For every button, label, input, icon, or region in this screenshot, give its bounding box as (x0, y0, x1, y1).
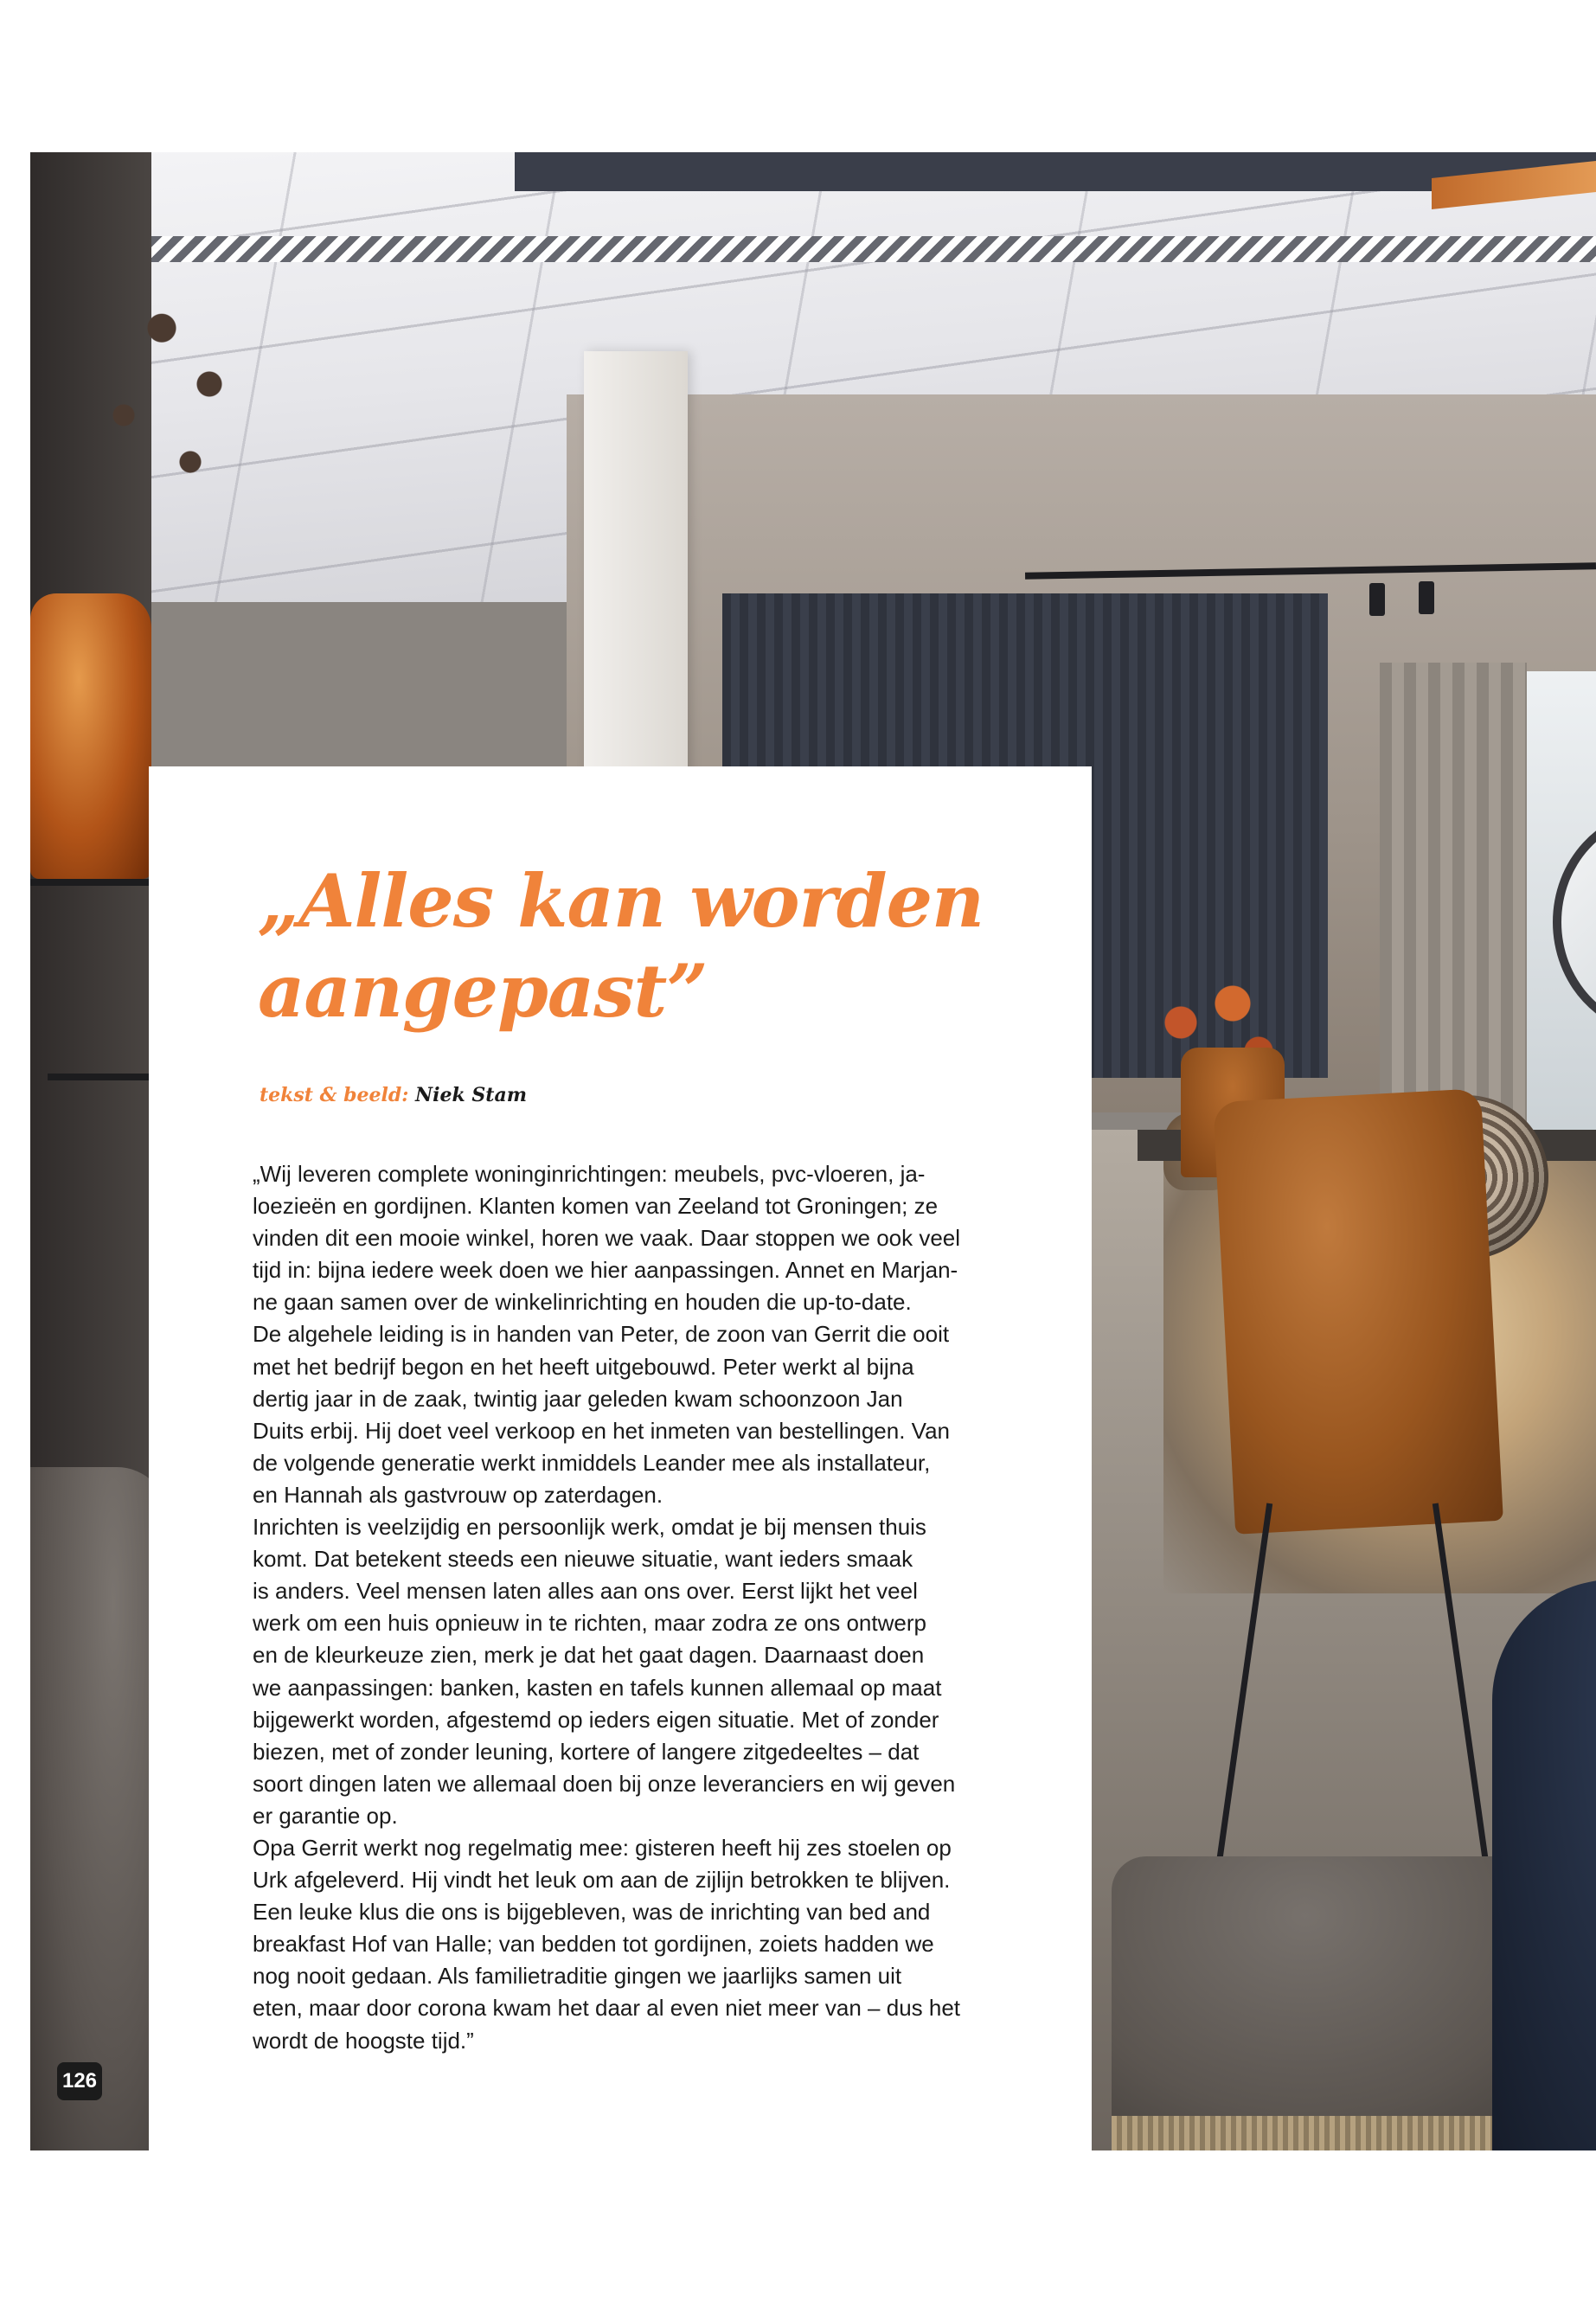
shelf (30, 879, 151, 886)
body-line: eten, maar door corona kwam het daar al even niet meer van – dus het (253, 1995, 961, 2022)
dried-branches (48, 291, 238, 602)
article-body (253, 1158, 1031, 2057)
body-line: nog nooit gedaan. Als familietraditie gingen we jaarlijks samen uit (253, 1963, 902, 1990)
body-line: we aanpassingen: banken, kasten en tafels kunnen allemaal op maat (253, 1674, 942, 1701)
body-line: er garantie op. (253, 1802, 398, 1829)
headline-line: „Alles kan worden (258, 858, 984, 944)
side-table (48, 1074, 151, 1080)
body-line: Duits erbij. Hij doet veel verkoop en het inmeten van bestellingen. Van (253, 1417, 950, 1444)
body-line: De algehele leiding is in handen van Peter, de zoon van Gerrit die ooit (253, 1321, 950, 1348)
curtain (1380, 663, 1527, 1130)
headline-line: aangepast” (258, 948, 708, 1034)
orange-chair (1213, 1088, 1503, 1535)
body-line: Opa Gerrit werkt nog regelmatig mee: gisteren heeft hij zes stoelen op (253, 1834, 952, 1861)
body-line: soort dingen laten we allemaal doen bij onze leveranciers en wij geven (253, 1770, 956, 1797)
body-line: is anders. Veel mensen laten alles aan ons over. Eerst lijkt het veel (253, 1578, 918, 1605)
body-line: en Hannah als gastvrouw op zaterdagen. (253, 1481, 663, 1508)
body-line: biezen, met of zonder leuning, kortere of langere zitgedeeltes – dat (253, 1738, 920, 1765)
page-number: 126 (57, 2062, 102, 2100)
body-line: werk om een huis opnieuw in te richten, maar zodra ze ons ontwerp (253, 1610, 926, 1637)
byline-author: Niek Stam (415, 1084, 527, 1106)
body-line: en de kleurkeuze zien, merk je dat het gaat dagen. Daarnaast doen (253, 1642, 925, 1669)
body-line: de volgende generatie werkt inmiddels Leander mee als installateur, (253, 1449, 931, 1476)
body-line: Urk afgeleverd. Hij vindt het leuk om aan de zijlijn betrokken te blijven. (253, 1867, 951, 1894)
decorative-stripe-band (30, 236, 1596, 262)
body-line: ne gaan samen over de winkelinrichting en houden die up-to-date. (253, 1289, 912, 1316)
spotlight (1369, 583, 1385, 616)
body-line: tijd in: bijna iedere week doen we hier aanpassingen. Annet en Marjan- (253, 1257, 958, 1284)
body-line: loezieën en gordijnen. Klanten komen van Zeeland tot Groningen; ze (253, 1193, 939, 1220)
body-line: dertig jaar in de zaak, twintig jaar geleden kwam schoonzoon Jan (253, 1385, 903, 1412)
spotlight (1419, 581, 1434, 614)
left-sofa (30, 1467, 169, 2150)
body-line: Inrichten is veelzijdig en persoonlijk werk, omdat je bij mensen thuis (253, 1514, 926, 1541)
person-seated (1492, 1580, 1596, 2150)
body-line: komt. Dat betekent steeds een nieuwe situatie, want ieders smaak (253, 1546, 913, 1573)
body-line: breakfast Hof van Halle; van bedden tot gordijnen, zoiets hadden we (253, 1931, 934, 1958)
body-line: met het bedrijf begon en het heeft uitgebouwd. Peter werkt al bijna (253, 1353, 914, 1380)
orange-vase (30, 593, 151, 879)
byline-label: tekst & beeld: (260, 1084, 409, 1106)
body-line: „Wij leveren complete woninginrichtingen: meubels, pvc-vloeren, ja- (253, 1161, 926, 1187)
byline (260, 1082, 527, 1108)
article-headline (258, 856, 1036, 1036)
body-line: bijgewerkt worden, afgestemd op ieders eigen situatie. Met of zonder (253, 1706, 939, 1733)
body-line: Een leuke klus die ons is bijgebleven, was de inrichting van bed and (253, 1899, 931, 1926)
body-line: wordt de hoogste tijd.” (253, 2027, 474, 2054)
body-line: vinden dit een mooie winkel, horen we vaak. Daar stoppen we ook veel (253, 1225, 961, 1252)
